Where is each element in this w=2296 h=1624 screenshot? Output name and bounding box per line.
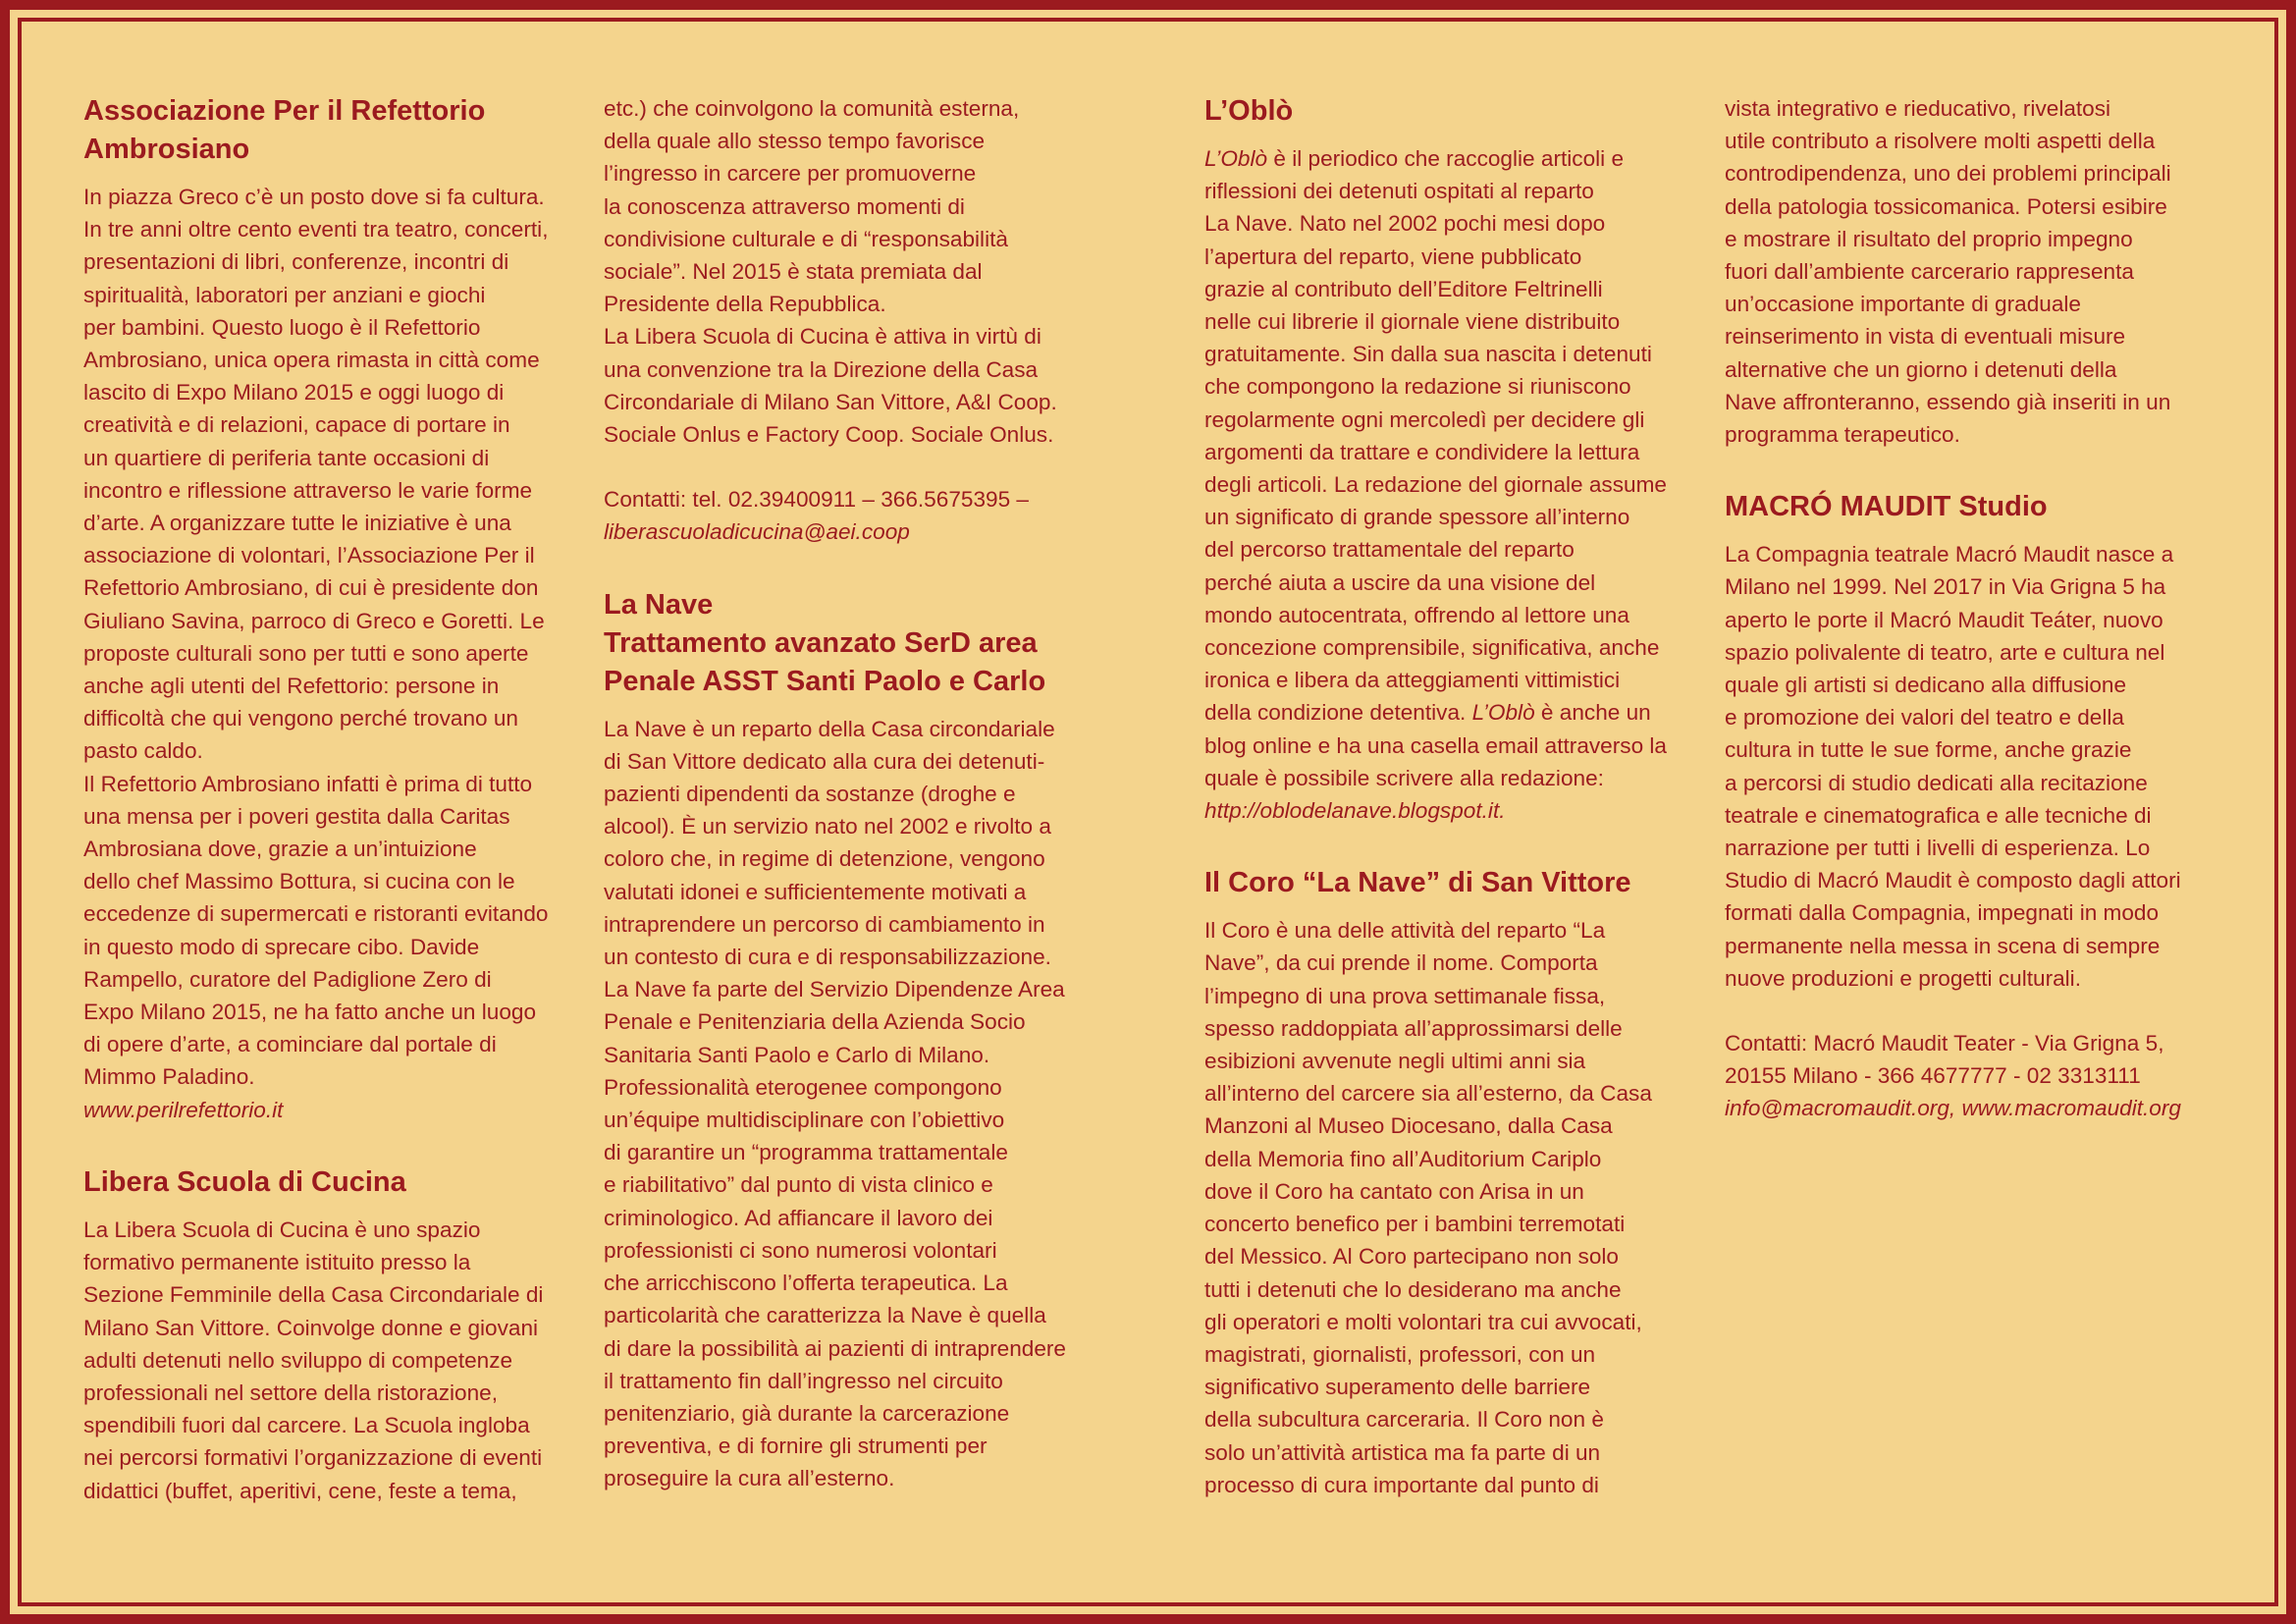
text-line: Il Refettorio Ambrosiano infatti è prima di tutto [83,771,533,796]
text-line: un quartiere di periferia tante occasioni di [83,445,490,470]
text-line: dello chef Massimo Bottura, si cucina con le [83,869,515,894]
text-line: proposte culturali sono per tutti e sono aperte [83,640,529,666]
text-line: professionisti ci sono numerosi volontari [604,1237,997,1263]
text-line: Professionalità eterogenee compongono [604,1074,1002,1100]
text-line: sociale”. Nel 2015 è stata premiata dal [604,259,983,285]
text-line: condivisione culturale e di “responsabilità [604,226,1008,251]
text-line: particolarità che caratterizza la Nave è quella [604,1303,1046,1328]
scuola-body-col1 [83,1214,589,1507]
text-line: Sanitaria Santi Paolo e Carlo di Milano. [604,1042,990,1067]
text-line: Circondariale di Milano San Vittore, A&I Coop. [604,389,1057,414]
text-line: incontro e riflessione attraverso le varie forme [83,477,533,503]
oblo-title: L’Oblò [1204,95,1294,127]
text-line: etc.) che coinvolgono la comunità esterna, [604,96,1020,121]
text-line: di San Vittore dedicato alla cura dei detenuti- [604,748,1045,774]
text-line: riflessioni dei detenuti ospitati al reparto [1204,179,1594,204]
oblo-first-line: L’Oblò è il periodico che raccoglie articoli e [1204,146,1625,171]
text-line: pasto caldo. [83,738,203,764]
text-line: La Nave. Nato nel 2002 pochi mesi dopo [1204,211,1606,237]
text-line: Ambrosiano, unica opera rimasta in città come [83,348,540,373]
scuola-email[interactable]: liberascuoladicucina@aei.coop [604,519,910,545]
text-line: e riabilitativo” dal punto di vista clinico e [604,1172,993,1198]
text-line: grazie al contributo dell’Editore Feltrinelli [1204,276,1603,301]
refettorio-title: Associazione Per il Refettorio Ambrosiano [83,95,486,165]
text-line: e promozione dei valori del teatro e della [1725,705,2124,731]
text-line: controdipendenza, uno dei problemi principali [1725,161,2171,187]
column-4 [1725,92,2235,1125]
text-line: Rampello, curatore del Padiglione Zero di [83,966,492,992]
text-line: nelle cui librerie il giornale viene distribuito [1204,309,1621,335]
text-line: un’occasione importante di graduale [1725,292,2081,317]
text-line: anche agli utenti del Refettorio: persone in [83,674,500,699]
text-line: spesso raddoppiata all’approssimarsi delle [1204,1015,1623,1041]
text-line: creatività e di relazioni, capace di portare in [83,412,510,438]
text-line: una mensa per i poveri gestita dalla Caritas [83,803,510,829]
scuola-title: Libera Scuola di Cucina [83,1165,406,1198]
coro-body-col3 [1204,914,1710,1501]
oblo-body [1204,175,1710,696]
text-line: intraprendere un percorso di cambiamento in [604,911,1045,937]
text-line: aperto le porte il Macró Maudit Teáter, nuovo [1725,607,2163,632]
text-line: teatrale e cinematografica e alle tecniche di [1725,802,2152,828]
text-line: lascito di Expo Milano 2015 e oggi luogo di [83,380,505,406]
text-line: di opere d’arte, a cominciare dal portale di [83,1032,497,1057]
text-line: processo di cura importante dal punto di [1204,1472,1599,1497]
text-line: Sociale Onlus e Factory Coop. Sociale Onlus. [604,422,1054,448]
text-line: valutati idonei e sufficientemente motivati a [604,879,1027,904]
text-line: ironica e libera da atteggiamenti vittimistici [1204,668,1621,693]
text-line: coloro che, in regime di detenzione, vengono [604,846,1045,872]
text-line: d’arte. A organizzare tutte le iniziative è una [83,511,511,536]
macro-contact [1725,1027,2235,1092]
text-line: del Messico. Al Coro partecipano non solo [1204,1244,1619,1270]
text-line: spendibili fuori dal carcere. La Scuola ingloba [83,1413,530,1438]
text-line: preventiva, e di fornire gli strumenti per [604,1434,988,1459]
text-line: perché aiuta a uscire da una visione del [1204,569,1596,595]
text-line: un significato di grande spessore all’interno [1204,505,1630,530]
scuola-contact: Contatti: tel. 02.39400911 – 366.5675395 – [604,487,1029,513]
text-line: a percorsi di studio dedicati alla recitazione [1725,770,2148,795]
coro-body-col4 [1725,92,2235,451]
text-line: Penale e Penitenziaria della Azienda Socio [604,1009,1026,1035]
text-line: per bambini. Questo luogo è il Refettorio [83,314,481,340]
text-line: In piazza Greco c’è un posto dove si fa cultura. [83,185,545,209]
text-line: nei percorsi formativi l’organizzazione di eventi [83,1445,543,1471]
text-line: della patologia tossicomanica. Potersi esibire [1725,193,2167,219]
text-line: programma terapeutico. [1725,422,1960,448]
text-line: della subcultura carceraria. Il Coro non è [1204,1407,1604,1433]
text-line: proseguire la cura all’esterno. [604,1466,895,1491]
text-line: La Libera Scuola di Cucina è uno spazio [83,1217,481,1242]
text-line: l’apertura del reparto, viene pubblicato [1204,244,1582,269]
text-line: Milano nel 1999. Nel 2017 in Via Grigna 5 ha [1725,574,2166,600]
text-line: concerto benefico per i bambini terremotati [1204,1212,1626,1237]
text-line: blog online e ha una casella email attraverso la [1204,732,1667,758]
text-line: Manzoni al Museo Diocesano, dalla Casa [1204,1113,1613,1139]
text-line: in questo modo di sprecare cibo. Davide [83,934,480,959]
text-line: un’équipe multidisciplinare con l’obiettivo [604,1108,1005,1133]
text-line: nuove produzioni e progetti culturali. [1725,965,2081,991]
text-line: Presidente della Repubblica. [604,292,886,317]
text-line: concezione comprensibile, significativa, anche [1204,635,1660,661]
text-line: gratuitamente. Sin dalla sua nascita i detenuti [1204,342,1652,367]
text-line: spazio polivalente di teatro, arte e cultura nel [1725,639,2165,665]
text-line: mondo autocentrata, offrendo al lettore una [1204,602,1629,627]
text-line: la conoscenza attraverso momenti di [604,193,965,219]
text-line: Milano San Vittore. Coinvolge donne e giovani [83,1315,539,1340]
text-line: criminologico. Ad affiancare il lavoro dei [604,1205,993,1230]
text-line: Nave”, da cui prende il nome. Comporta [1204,950,1598,976]
refettorio-body [83,181,589,1094]
text-line: La Nave fa parte del Servizio Dipendenze Area [604,977,1065,1002]
text-line: all’interno del carcere sia all’esterno, da Casa [1204,1081,1652,1107]
text-line: che compongono la redazione si riuniscono [1204,374,1631,400]
text-line: Ambrosiana dove, grazie a un’intuizione [83,837,477,862]
refettorio-website[interactable]: www.perilrefettorio.it [83,1097,284,1122]
text-line: che arricchiscono l’offerta terapeutica. La [604,1271,1008,1296]
text-line: gli operatori e molti volontari tra cui avvocati, [1204,1309,1642,1334]
text-line: La Compagnia teatrale Macró Maudit nasce a [1725,542,2174,568]
nave-body [604,713,1114,1495]
text-line: solo un’attività artistica ma fa parte di un [1204,1439,1601,1465]
text-line: 20155 Milano - 366 4677777 - 02 3313111 [1725,1063,2141,1089]
text-line: formati dalla Compagnia, impegnati in modo [1725,900,2160,926]
text-line: di dare la possibilità ai pazienti di intraprendere [604,1335,1066,1361]
column-1 [83,92,589,1507]
column-2 [604,92,1114,1495]
text-line: didattici (buffet, aperitivi, cene, feste a tema, [83,1478,517,1503]
text-line: un contesto di cura e di responsabilizzazione. [604,945,1051,970]
macro-title: MACRÓ MAUDIT Studio [1725,491,2048,523]
text-line: fuori dall’ambiente carcerario rappresenta [1725,259,2134,285]
text-line: utile contributo a risolvere molti aspetti della [1725,129,2156,154]
text-line: argomenti da trattare e condividere la lettura [1204,439,1640,464]
text-line: quale gli artisti si dedicano alla diffusione [1725,673,2127,698]
text-line: eccedenze di supermercati e ristoranti evitando [83,901,549,927]
text-line: dove il Coro ha cantato con Arisa in un [1204,1178,1584,1204]
text-line: della quale allo stesso tempo favorisce [604,129,986,154]
text-line: Mimmo Paladino. [83,1064,255,1090]
text-line: permanente nella messa in scena di sempre [1725,933,2161,958]
text-line: Contatti: Macró Maudit Teater - Via Grigna 5, [1725,1031,2164,1056]
macro-web[interactable]: info@macromaudit.org, www.macromaudit.org [1725,1096,2181,1121]
text-line: significativo superamento delle barriere [1204,1375,1591,1400]
text-line: Giuliano Savina, parroco di Greco e Goretti. Le [83,608,545,633]
text-line: pazienti dipendenti da sostanze (droghe e [604,782,1016,807]
nave-title: La Nave Trattamento avanzato SerD area Penale ASST Santi Paolo e Carlo [604,588,1046,697]
text-line: quale è possibile scrivere alla redazione: [1204,765,1604,790]
text-line: penitenziario, già durante la carcerazione [604,1400,1010,1426]
text-line: magistrati, giornalisti, professori, con un [1204,1341,1596,1367]
text-line: il trattamento fin dall’ingresso nel circuito [604,1368,1003,1393]
text-line: esibizioni avvenute negli ultimi anni sia [1204,1049,1586,1074]
text-line: formativo permanente istituito presso la [83,1250,471,1275]
text-line: l’impegno di una prova settimanale fissa, [1204,983,1606,1008]
text-line: regolarmente ogni mercoledì per decidere gli [1204,406,1645,432]
coro-title: Il Coro “La Nave” di San Vittore [1204,867,1631,899]
text-line: reinserimento in vista di eventuali misure [1725,324,2126,350]
text-line: difficoltà che qui vengono perché trovano un [83,706,518,731]
text-line: spiritualità, laboratori per anziani e giochi [83,282,486,307]
text-line: presentazioni di libri, conferenze, incontri di [83,249,509,275]
text-line: vista integrativo e rieducativo, rivelatosi [1725,96,2111,121]
text-line: Il Coro è una delle attività del reparto “La [1204,918,1606,944]
text-line: alternative che un giorno i detenuti della [1725,356,2117,382]
macro-body [1725,538,2235,995]
text-line: La Libera Scuola di Cucina è attiva in virtù di [604,324,1041,350]
text-line: In tre anni oltre cento eventi tra teatro, concerti, [83,217,549,243]
text-line: cultura in tutte le sue forme, anche grazie [1725,737,2132,763]
text-line: Sezione Femminile della Casa Circondariale di [83,1282,544,1308]
text-line: della Memoria fino all’Auditorium Cariplo [1204,1146,1602,1171]
oblo-line-17: della condizione detentiva. L’Oblò è anche un [1204,700,1651,726]
text-line: e mostrare il risultato del proprio impegno [1725,226,2133,251]
text-line: La Nave è un reparto della Casa circondariale [604,716,1055,741]
text-line: l’ingresso in carcere per promuoverne [604,161,977,187]
text-line: una convenzione tra la Direzione della Casa [604,356,1039,382]
text-line: adulti detenuti nello sviluppo di competenze [83,1347,513,1373]
text-line: alcool). È un servizio nato nel 2002 e rivolto a [604,814,1051,839]
oblo-body-end [1204,730,1710,794]
text-line: degli articoli. La redazione del giornale assume [1204,472,1667,498]
text-line: Expo Milano 2015, ne ha fatto anche un luogo [83,1000,537,1025]
text-line: tutti i detenuti che lo desiderano ma anche [1204,1276,1622,1302]
text-line: del percorso trattamentale del reparto [1204,537,1575,563]
text-line: associazione di volontari, l’Associazione Per il [83,543,535,568]
oblo-url[interactable]: http://oblodelanave.blogspot.it. [1204,798,1506,824]
text-line: professionali nel settore della ristorazione, [83,1380,498,1405]
text-line: Studio di Macró Maudit è composto dagli attori [1725,868,2181,893]
text-line: Refettorio Ambrosiano, di cui è presidente don [83,575,539,601]
text-line: di garantire un “programma trattamentale [604,1140,1008,1165]
column-3 [1204,92,1710,1501]
scuola-body-col2 [604,92,1114,451]
text-line: narrazione per tutti i livelli di esperienza. Lo [1725,836,2151,861]
text-line: Nave affronteranno, essendo già inseriti in un [1725,389,2171,414]
